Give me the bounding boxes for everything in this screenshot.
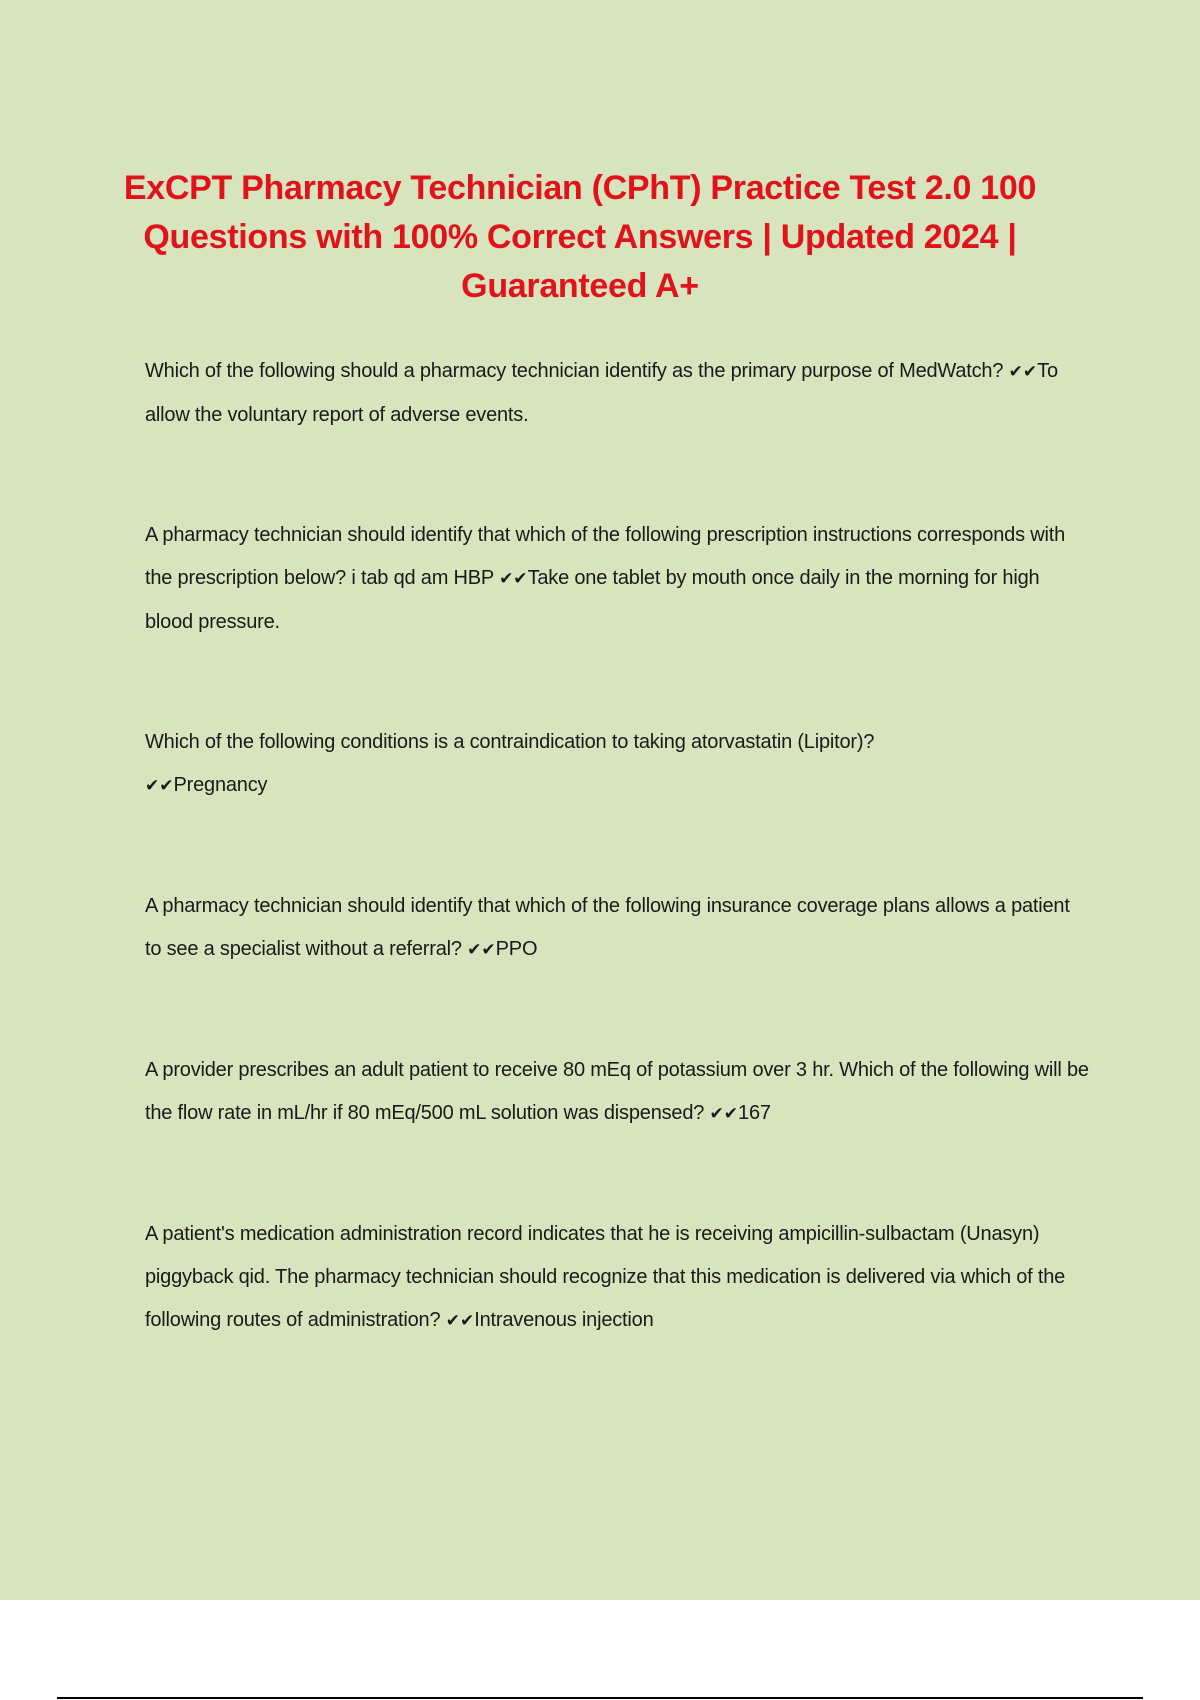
qa-item-6 [145,1213,1090,1343]
question-list [145,350,1090,1343]
double-check-icon: ✔✔ [499,569,528,589]
double-check-icon: ✔✔ [145,776,174,796]
answer-text: PPO [495,938,538,960]
question-text: Which of the following should a pharmacy technician identify as the primary purpose of MedWatch? [145,360,1004,382]
double-check-icon: ✔✔ [445,1311,475,1331]
double-check-icon: ✔✔ [709,1104,739,1124]
qa-item-5 [145,1049,1090,1136]
qa-item-3 [145,721,1090,808]
answer-text: Pregnancy [173,774,268,796]
answer-text: Intravenous injection [474,1309,654,1331]
qa-item-2 [145,514,1090,644]
qa-item-4 [145,885,1090,972]
question-text: A provider prescribes an adult patient to receive 80 mEq of potassium over 3 hr. Which of the following will be the flow rate in mL/hr if 80 mEq/500 mL solution was dispensed? [145,1059,1089,1124]
footer-divider [57,1697,1143,1699]
answer-text: To allow the voluntary report of adverse events. [145,360,1058,426]
answer-text: 167 [738,1102,771,1124]
question-text: Which of the following conditions is a contraindication to taking atorvastatin (Lipitor)? [145,731,875,753]
answer-text: Take one tablet by mouth once daily in the morning for high blood pressure. [145,567,1040,633]
question-text: A pharmacy technician should identify that which of the following insurance coverage plans allows a patient to see a specialist without a referral? [145,895,1070,960]
double-check-icon: ✔✔ [467,940,496,960]
question-text: A patient's medication administration record indicates that he is receiving ampicillin-sulbactam (Unasyn) piggyback qid. The pharmacy technician should recognize that this medication is delivered via which of the following routes of administration? [145,1223,1066,1331]
document-title: ExCPT Pharmacy Technician (CPhT) Practice Test 2.0 100 Questions with 100% Correct Answers | Updated 2024 | Guaranteed A+ [123,169,1037,305]
qa-item-1 [145,350,1090,437]
double-check-icon: ✔✔ [1008,362,1038,382]
question-text: A pharmacy technician should identify that which of the following prescription instructions corresponds with the prescription below? i tab qd am HBP [145,524,1066,589]
